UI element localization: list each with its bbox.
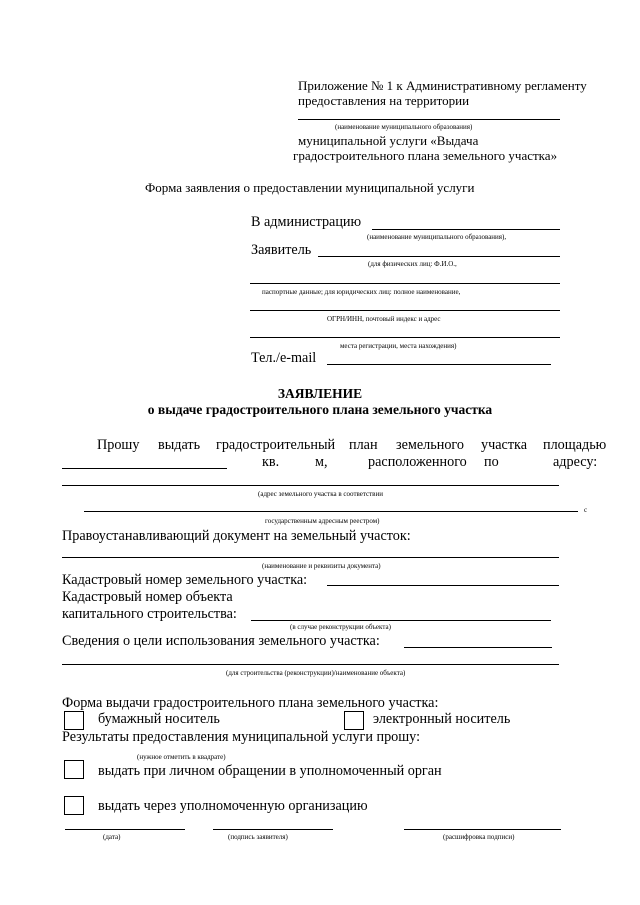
purpose-field-2[interactable] (62, 664, 559, 665)
cadastral-object-label-2: капитального строительства: (62, 606, 237, 622)
via-organization-label: выдать через уполномоченную организацию (98, 798, 368, 814)
phone-email-field[interactable] (327, 364, 551, 365)
request-word-1: Прошу (97, 437, 140, 453)
annex-line-1: Приложение № 1 к Административному регламенту (298, 78, 587, 93)
title-document-caption: (наименование и реквизиты документа) (262, 562, 381, 570)
date-caption: (дата) (103, 833, 121, 841)
area-field[interactable] (62, 468, 227, 469)
registration-caption: места регистрации, места нахождения) (340, 342, 457, 350)
applicant-field[interactable] (318, 256, 560, 257)
electronic-carrier-label: электронный носитель (373, 711, 511, 727)
transcript-field[interactable] (404, 829, 561, 830)
purpose-label: Сведения о цели использования земельного участка: (62, 633, 380, 649)
area-word-3: расположенного (368, 454, 467, 470)
annex-line-4: градостроительного плана земельного участка» (293, 148, 558, 163)
administration-caption: (наименование муниципального образования), (367, 233, 507, 241)
paper-carrier-label: бумажный носитель (98, 711, 220, 727)
date-field[interactable] (65, 829, 185, 830)
via-organization-checkbox[interactable] (64, 796, 84, 815)
title-document-field[interactable] (62, 557, 559, 558)
area-word-5: адресу: (553, 454, 598, 470)
address-field[interactable] (62, 485, 559, 486)
ogrn-caption: ОГРН/ИНН, почтовый индекс и адрес (327, 315, 441, 323)
applicant-field-3[interactable] (250, 310, 560, 311)
request-word-3: градостроительный (216, 437, 336, 453)
form-title: Форма заявления о предоставлении муниципальной услуги (145, 180, 475, 195)
annex-line-2: предоставления на территории (298, 93, 470, 108)
phone-label: Тел./e-mail (251, 350, 317, 366)
applicant-field-2[interactable] (250, 283, 560, 284)
address-caption: (адрес земельного участка в соответствии (258, 490, 383, 498)
cadastral-object-label-1: Кадастровый номер объекта (62, 589, 233, 605)
document-title: ЗАЯВЛЕНИЕ (277, 386, 363, 401)
area-word-1: кв. (262, 454, 280, 470)
request-word-5: земельного (396, 437, 464, 453)
cadastral-land-field[interactable] (327, 585, 559, 586)
municipality-line (298, 119, 560, 120)
cadastral-land-label: Кадастровый номер земельного участка: (62, 572, 308, 588)
administration-field[interactable] (372, 229, 560, 230)
address-field-2[interactable] (84, 511, 578, 512)
document-subtitle: о выдаче градостроительного плана земельного участка (147, 402, 493, 417)
electronic-carrier-checkbox[interactable] (344, 711, 364, 730)
area-word-4: по (484, 454, 499, 470)
applicant-label: Заявитель (251, 242, 312, 258)
mark-caption: (нужное отметить в квадрате) (137, 753, 226, 761)
purpose-caption: (для строительства (реконструкции)/наименование объекта) (226, 669, 406, 677)
cadastral-object-field[interactable] (251, 620, 551, 621)
registry-caption: государственным адресным реестром) (265, 517, 380, 525)
results-label: Результаты предоставления муниципальной услуги прошу: (62, 729, 421, 745)
issue-form-label: Форма выдачи градостроительного плана земельного участка: (62, 695, 439, 711)
passport-caption: паспортные данные; для юридических лиц: полное наименование, (262, 288, 461, 296)
applicant-caption: (для физических лиц: Ф.И.О., (368, 260, 457, 268)
in-person-checkbox[interactable] (64, 760, 84, 779)
annex-line-3: муниципальной услуги «Выдача (298, 133, 479, 148)
applicant-field-4[interactable] (250, 337, 560, 338)
purpose-field[interactable] (404, 647, 552, 648)
request-word-7: площадью (543, 437, 607, 453)
in-person-label: выдать при личном обращении в уполномоченный орган (98, 763, 442, 779)
reconstruction-caption: (в случае реконструкции объекта) (290, 623, 391, 631)
request-word-6: участка (481, 437, 527, 453)
signature-field[interactable] (213, 829, 333, 830)
area-word-2: м, (315, 454, 328, 470)
transcript-caption: (расшифровка подписи) (443, 833, 515, 841)
municipality-caption: (наименование муниципального образования) (335, 123, 473, 131)
title-document-label: Правоустанавливающий документ на земельный участок: (62, 528, 411, 544)
request-word-4: план (349, 437, 378, 453)
to-administration-label: В администрацию (251, 214, 362, 230)
signature-caption: (подпись заявителя) (228, 833, 288, 841)
request-word-2: выдать (158, 437, 201, 453)
paper-carrier-checkbox[interactable] (64, 711, 84, 730)
address-caption-suffix: с (584, 506, 588, 514)
